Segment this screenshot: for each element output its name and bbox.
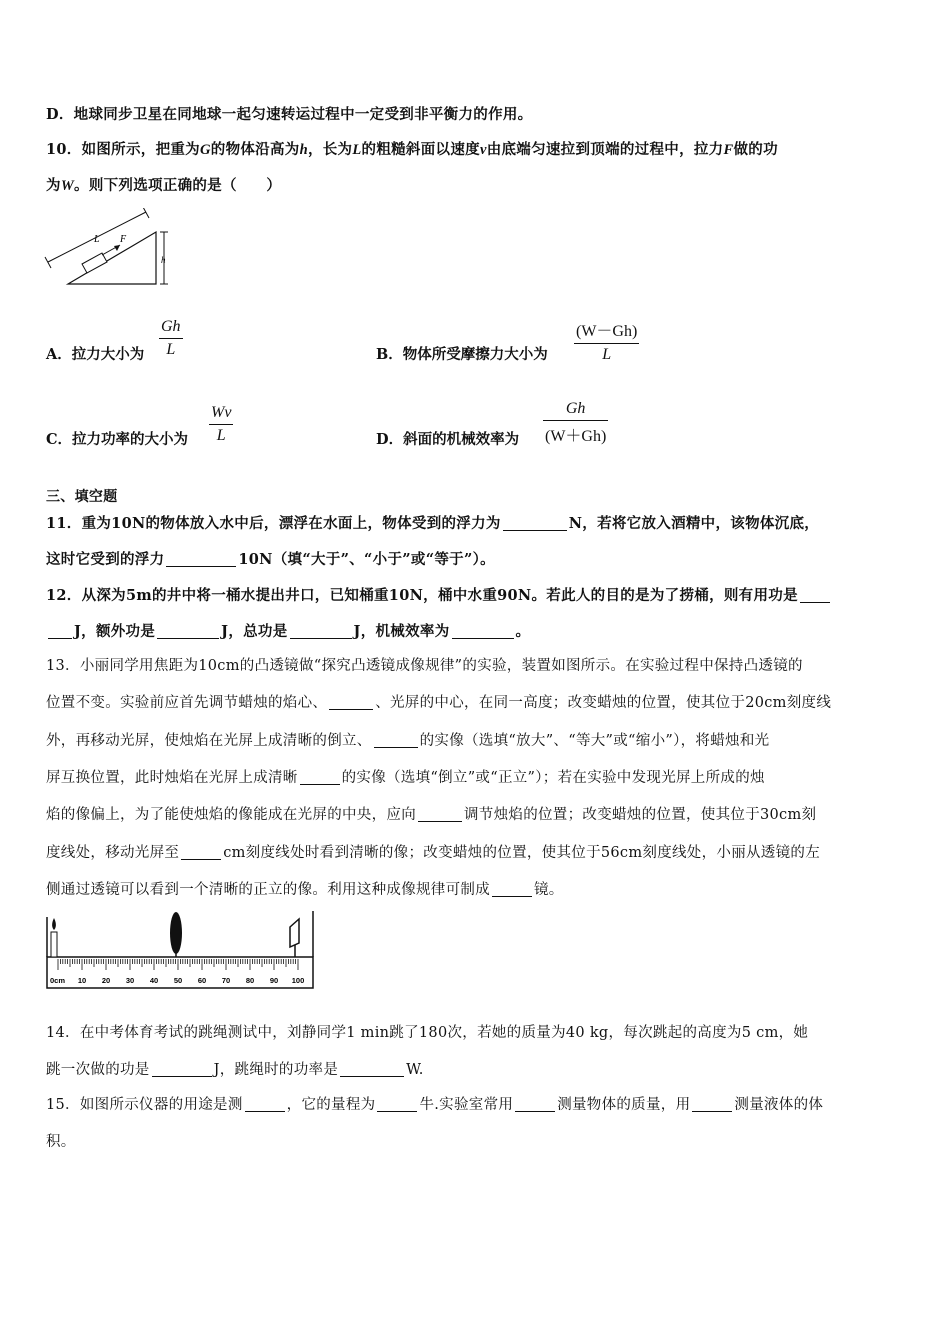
ruler-label: 10 xyxy=(77,976,87,985)
q10-stem-line1: 10．如图所示，把重为G的物体沿高为h，长为L的粗糙斜面以速度v由底端匀速拉到顶端的过程中，拉力F做的功 xyxy=(46,141,778,158)
ruler-label: 90 xyxy=(269,976,279,985)
section-title: 三、填空题 xyxy=(46,489,118,505)
q11-blank-2[interactable] xyxy=(166,552,236,567)
q13-blank-5[interactable] xyxy=(181,845,221,860)
incline-figure xyxy=(42,208,182,288)
q12-blank-1b[interactable] xyxy=(48,624,72,639)
q15-line2: 积。 xyxy=(46,1134,76,1150)
q12-blank-2[interactable] xyxy=(157,624,219,639)
q11-blank-1[interactable] xyxy=(503,516,567,531)
q14-blank-2[interactable] xyxy=(340,1062,404,1077)
q12-blank-4[interactable] xyxy=(452,624,514,639)
q12-blank-1a[interactable] xyxy=(800,588,830,603)
q13-blank-2[interactable] xyxy=(374,733,418,748)
convex-lens xyxy=(170,912,182,957)
ruler-label: 20 xyxy=(101,976,111,985)
q14-blank-1[interactable] xyxy=(152,1062,212,1077)
ruler-label: 80 xyxy=(245,976,255,985)
q13-line4: 屏互换位置，此时烛焰在光屏上成清晰 的实像（选填“倒立”或“正立”）；若在实验中发现光屏上所成的烛 xyxy=(46,770,765,786)
label-h: h xyxy=(161,255,166,265)
optical-bench-figure xyxy=(46,907,316,991)
option-b-label: B．物体所受摩擦力大小为 xyxy=(376,346,548,363)
q15-blank-3[interactable] xyxy=(515,1097,555,1112)
q9-option-d: D．地球同步卫星在同地球一起匀速转运过程中一定受到非平衡力的作用。 xyxy=(46,106,533,123)
q12-line2: J，额外功是 J，总功是 J，机械效率为 。 xyxy=(46,620,530,641)
label-L: L xyxy=(94,234,100,245)
q10-stem-line2: 为W。则下列选项正确的是（ ） xyxy=(46,177,282,194)
option-a-fraction: Gh L xyxy=(161,318,181,358)
ruler-label: 40 xyxy=(149,976,159,985)
incline-triangle xyxy=(68,232,156,284)
label-F: F xyxy=(120,234,127,245)
q14-line1: 14．在中考体育考试的跳绳测试中，刘静同学1 min跳了180次，若她的质量为40 kg，每次跳起的高度为5 cm，她 xyxy=(46,1025,809,1041)
q13-blank-1[interactable] xyxy=(329,695,373,710)
candle xyxy=(51,918,57,957)
ruler-label: 70 xyxy=(221,976,231,985)
q15-blank-4[interactable] xyxy=(692,1097,732,1112)
light-screen xyxy=(290,919,299,957)
q13-line6: 度线处，移动光屏至 cm刻度线处时看到清晰的像；改变蜡烛的位置，使其位于56cm刻度线处，小丽从透镜的左 xyxy=(46,845,820,861)
q11-line2: 这时它受到的浮力 10N（填“大于”、“小于”或“等于”）。 xyxy=(46,551,495,568)
ruler-label: 100 xyxy=(291,976,305,985)
q14-line2: 跳一次做的功是 J，跳绳时的功率是 W. xyxy=(46,1062,424,1078)
q13-line7: 侧通过透镜可以看到一个清晰的正立的像。利用这种成像规律可制成 镜。 xyxy=(46,882,564,898)
q13-line2: 位置不变。实验前应首先调节蜡烛的焰心、 、光屏的中心，在同一高度；改变蜡烛的位置，使其位于20cm刻度线 xyxy=(46,695,832,711)
q12-blank-3[interactable] xyxy=(290,624,352,639)
q15-line1: 15．如图所示仪器的用途是测 ，它的量程为 牛.实验室常用 测量物体的质量，用 测量液体的体 xyxy=(46,1097,824,1113)
q12-line1: 12．从深为5m的井中将一桶水提出井口，已知桶重10N，桶中水重90N。若此人的目的是为了捞桶，则有用功是 xyxy=(46,584,832,605)
option-d-fraction: Gh (W＋Gh) xyxy=(545,400,607,445)
ruler-label: 0cm xyxy=(50,976,66,985)
q15-blank-1[interactable] xyxy=(245,1097,285,1112)
ruler-label: 50 xyxy=(173,976,183,985)
q13-blank-6[interactable] xyxy=(492,882,532,897)
q13-line3: 外，再移动光屏，使烛焰在光屏上成清晰的倒立、 的实像（选填“放大”、“等大”或“缩小”），将蜡烛和光 xyxy=(46,733,770,749)
q13-blank-3[interactable] xyxy=(300,770,340,785)
q13-line1: 13．小丽同学用焦距为10cm的凸透镜做“探究凸透镜成像规律”的实验，装置如图所示。在实验过程中保持凸透镜的 xyxy=(46,658,803,674)
block xyxy=(82,253,107,273)
ruler-label: 30 xyxy=(125,976,135,985)
option-a-label: A．拉力大小为 xyxy=(46,346,145,363)
q15-blank-2[interactable] xyxy=(377,1097,417,1112)
q13-blank-4[interactable] xyxy=(418,807,462,822)
option-c-fraction: Wv L xyxy=(211,404,232,444)
option-c-label: C．拉力功率的大小为 xyxy=(46,431,189,448)
ruler-label: 60 xyxy=(197,976,207,985)
option-d-label: D．斜面的机械效率为 xyxy=(376,431,520,448)
option-b-fraction: (W－Gh) L xyxy=(576,323,638,363)
q11-line1: 11．重为10N的物体放入水中后，漂浮在水面上，物体受到的浮力为 N，若将它放入酒精中，该物体沉底， xyxy=(46,515,820,532)
q13-line5: 焰的像偏上，为了能使烛焰的像能成在光屏的中央，应向 调节烛焰的位置；改变蜡烛的位置，使其位于30cm刻 xyxy=(46,807,817,823)
